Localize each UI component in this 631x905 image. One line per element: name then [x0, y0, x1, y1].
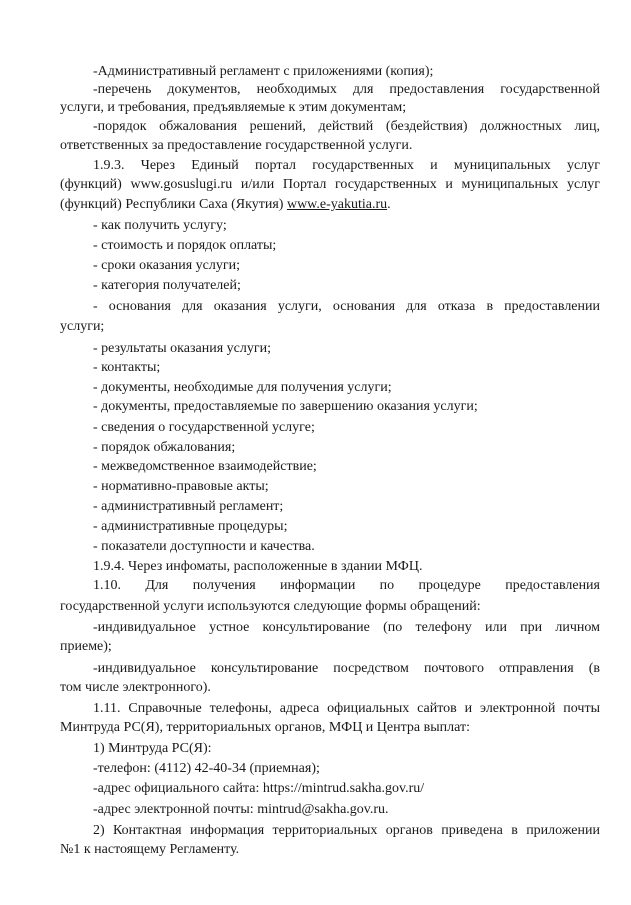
- text-line: - показатели доступности и качества.: [93, 539, 315, 554]
- text-line: - контакты;: [93, 360, 161, 375]
- text-line: 1.9.3. Через Единый портал государственных и муниципальных услуг: [93, 158, 600, 173]
- text-line: -индивидуальное устное консультирование (по телефону или при личном: [93, 620, 600, 635]
- text-line: - документы, необходимые для получения услуги;: [93, 380, 392, 395]
- text-line: - документы, предоставляемые по завершению оказания услуги;: [93, 399, 478, 414]
- text-line: - как получить услугу;: [93, 218, 227, 233]
- text-line: ответственных за предоставление государственной услуги.: [60, 138, 413, 153]
- text-line: - административный регламент;: [93, 499, 284, 514]
- text-line: -телефон: (4112) 42-40-34 (приемная);: [93, 761, 320, 776]
- text-line: Минтруда РС(Я), территориальных органов, МФЦ и Центра выплат:: [60, 720, 470, 735]
- text-line: услуги, и требования, предъявляемые к этим документам;: [60, 100, 407, 115]
- text-line: - порядок обжалования;: [93, 440, 236, 455]
- text-line: - стоимость и порядок оплаты;: [93, 238, 277, 253]
- period: .: [387, 197, 391, 212]
- text-line: приеме);: [60, 639, 112, 654]
- text-line: [60, 195, 391, 214]
- text-line: 2) Контактная информация территориальных органов приведена в приложении: [93, 823, 600, 838]
- text-line: -адрес официального сайта: https://mintrud.sakha.gov.ru/: [93, 781, 425, 796]
- text-line: -индивидуальное консультирование посредством почтового отправления (в: [93, 661, 600, 676]
- text-line: 1.11. Справочные телефоны, адреса официальных сайтов и электронной почты: [93, 701, 600, 716]
- e-yakutia-link[interactable]: www.e-yakutia.ru: [286, 197, 388, 212]
- text-line: -Административный регламент с приложениями (копия);: [93, 64, 434, 79]
- text-line: - результаты оказания услуги;: [93, 341, 271, 356]
- text-line: - межведомственное взаимодействие;: [93, 459, 317, 474]
- text-line: - сведения о государственной услуге;: [93, 420, 315, 435]
- text-line: - основания для оказания услуги, основания для отказа в предоставлении: [93, 299, 600, 314]
- text-line: 1.9.4. Через инфоматы, расположенные в здании МФЦ.: [93, 559, 423, 574]
- text-line: услуги;: [60, 319, 105, 334]
- text-line: - сроки оказания услуги;: [93, 258, 240, 273]
- text-line: государственной услуги используются следующие формы обращений:: [60, 599, 481, 614]
- text-line: - категория получателей;: [93, 278, 241, 293]
- text-line: 1) Минтруда РС(Я):: [93, 741, 212, 756]
- text-line: - нормативно-правовые акты;: [93, 479, 269, 494]
- text-span: (функций) Республики Саха (Якутия): [60, 197, 284, 212]
- text-line: 1.10. Для получения информации по процедуре предоставления: [93, 578, 600, 593]
- text-line: том числе электронного).: [60, 680, 211, 695]
- text-line: - административные процедуры;: [93, 519, 288, 534]
- text-line: -адрес электронной почты: mintrud@sakha.gov.ru.: [93, 802, 389, 817]
- text-line: -перечень документов, необходимых для предоставления государственной: [93, 82, 600, 97]
- text-line: (функций) www.gosuslugi.ru и/или Портал государственных и муниципальных услуг: [60, 177, 600, 192]
- text-line: №1 к настоящему Регламенту.: [60, 842, 240, 857]
- text-line: -порядок обжалования решений, действий (бездействия) должностных лиц,: [93, 119, 600, 134]
